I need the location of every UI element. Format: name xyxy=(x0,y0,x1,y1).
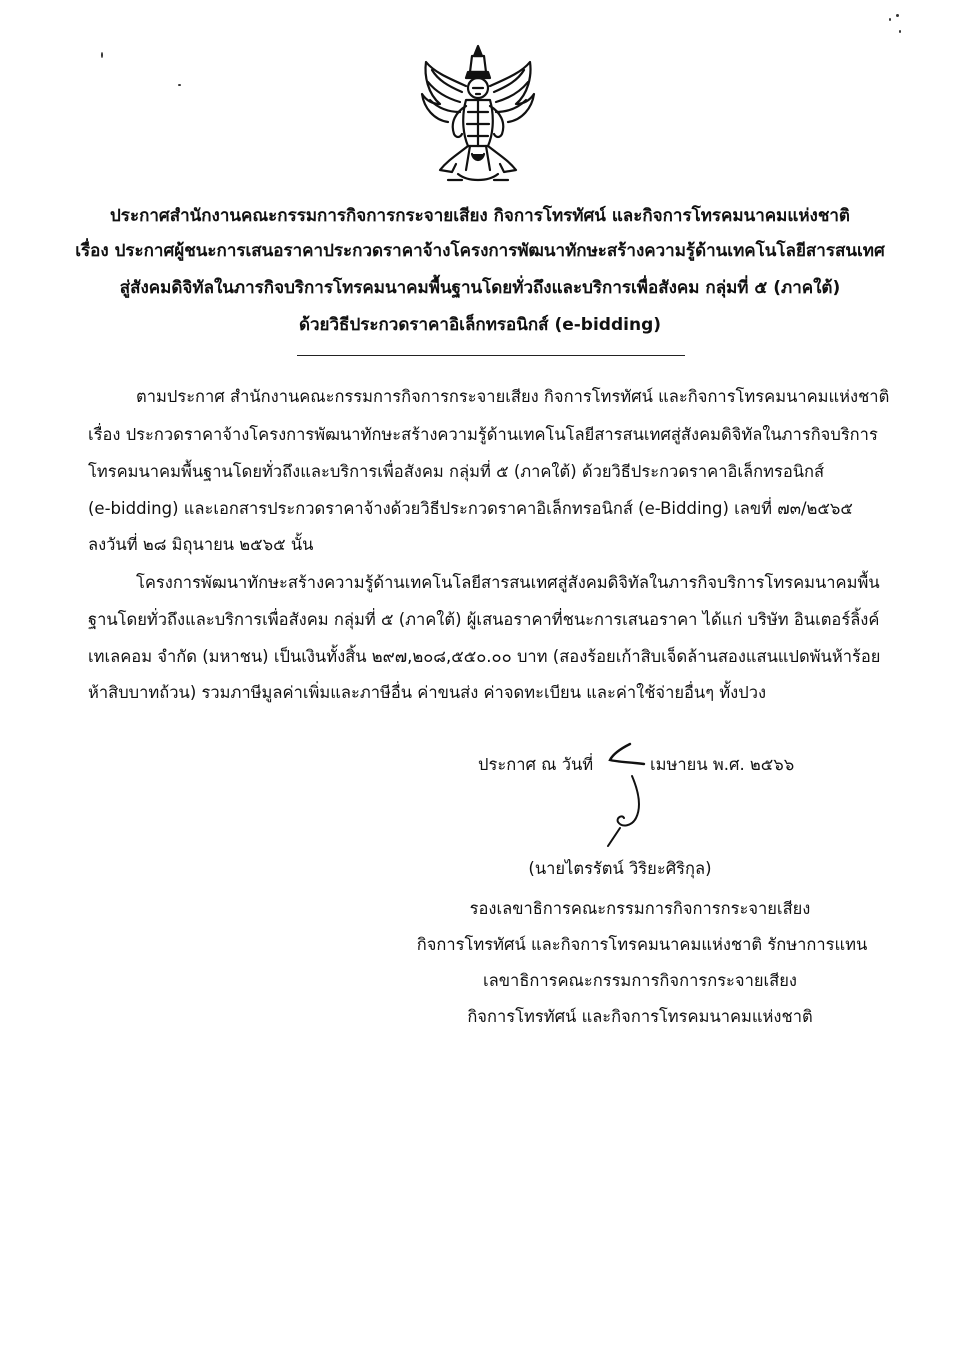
scan-speck xyxy=(178,84,181,86)
paragraph-1-line-3: โทรคมนาคมพื้นฐานโดยทั่วถึงและบริการเพื่อสังคม กลุ่มที่ ๕ (ภาคใต้) ด้วยวิธีประกวดราคาอิเล็กทรอนิกส์ xyxy=(88,462,825,481)
paragraph-2-line-3: เทเลคอม จำกัด (มหาชน) เป็นเงินทั้งสิ้น ๒๙๗,๒๐๘,๕๕๐.๐๐ บาท (สองร้อยเก้าสิบเจ็ดล้านสองแสนแปดพันห้าร้อย xyxy=(88,647,881,666)
handwritten-day xyxy=(604,740,650,774)
signatory-title-2: กิจการโทรทัศน์ และกิจการโทรคมนาคมแห่งชาติ รักษาการแทน xyxy=(416,935,868,954)
heading-line-3: สู่สังคมดิจิทัลในภารกิจบริการโทรคมนาคมพื้นฐานโดยทั่วถึงและบริการเพื่อสังคม กลุ่มที่ ๕ (ภาคใต้) xyxy=(119,278,841,298)
signatory-title-1: รองเลขาธิการคณะกรรมการกิจการกระจายเสียง xyxy=(469,899,811,918)
scan-speck xyxy=(899,30,901,33)
heading-line-4: ด้วยวิธีประกวดราคาอิเล็กทรอนิกส์ (e-bidding) xyxy=(298,315,662,335)
paragraph-1-line-2: เรื่อง ประกวดราคาจ้างโครงการพัฒนาทักษะสร้างความรู้ด้านเทคโนโลยีสารสนเทศสู่สังคมดิจิทัลในภารกิจบริการ xyxy=(88,425,878,444)
signatory-title-3: เลขาธิการคณะกรรมการกิจการกระจายเสียง xyxy=(483,971,797,990)
scan-speck xyxy=(896,14,899,17)
scan-speck xyxy=(889,18,891,21)
heading-divider xyxy=(297,355,685,356)
heading-line-1: ประกาศสำนักงานคณะกรรมการกิจการกระจายเสียง กิจการโทรทัศน์ และกิจการโทรคมนาคมแห่งชาติ xyxy=(110,206,850,226)
signatory-title-4: กิจการโทรทัศน์ และกิจการโทรคมนาคมแห่งชาติ xyxy=(467,1007,813,1026)
paragraph-2-line-4: ห้าสิบบาทถ้วน) รวมภาษีมูลค่าเพิ่มและภาษีอื่น ค่าขนส่ง ค่าจดทะเบียน และค่าใช้จ่ายอื่นๆ ทั้งปวง xyxy=(88,683,767,702)
paragraph-1-line-5: ลงวันที่ ๒๘ มิถุนายน ๒๕๖๕ นั้น xyxy=(88,535,314,554)
handwritten-signature xyxy=(598,770,658,848)
signatory-name: (นายไตรรัตน์ วิริยะศิริกุล) xyxy=(528,859,712,878)
announce-prefix: ประกาศ ณ วันที่ xyxy=(478,755,594,774)
heading-line-2: เรื่อง ประกาศผู้ชนะการเสนอราคาประกวดราคาจ้างโครงการพัฒนาทักษะสร้างความรู้ด้านเทคโนโลยีสารสนเทศ xyxy=(75,241,885,261)
paragraph-2-line-1: โครงการพัฒนาทักษะสร้างความรู้ด้านเทคโนโลยีสารสนเทศสู่สังคมดิจิทัลในภารกิจบริการโทรคมนาคมพื้น xyxy=(136,573,880,592)
garuda-emblem-icon xyxy=(418,42,538,190)
announce-month-year: เมษายน พ.ศ. ๒๕๖๖ xyxy=(650,755,795,774)
paragraph-1-line-4: (e-bidding) และเอกสารประกวดราคาจ้างด้วยวิธีประกวดราคาอิเล็กทรอนิกส์ (e-Bidding) เลขที่ ๗๓/๒๕๖๕ xyxy=(88,499,853,518)
scan-speck xyxy=(101,52,103,58)
paragraph-1-line-1: ตามประกาศ สำนักงานคณะกรรมการกิจการกระจายเสียง กิจการโทรทัศน์ และกิจการโทรคมนาคมแห่งชาติ xyxy=(136,387,890,406)
paragraph-2-line-2: ฐานโดยทั่วถึงและบริการเพื่อสังคม กลุ่มที่ ๕ (ภาคใต้) ผู้เสนอราคาที่ชนะการเสนอราคา ได้แก่ บริษัท อินเตอร์ลิ้งค์ xyxy=(88,610,880,629)
